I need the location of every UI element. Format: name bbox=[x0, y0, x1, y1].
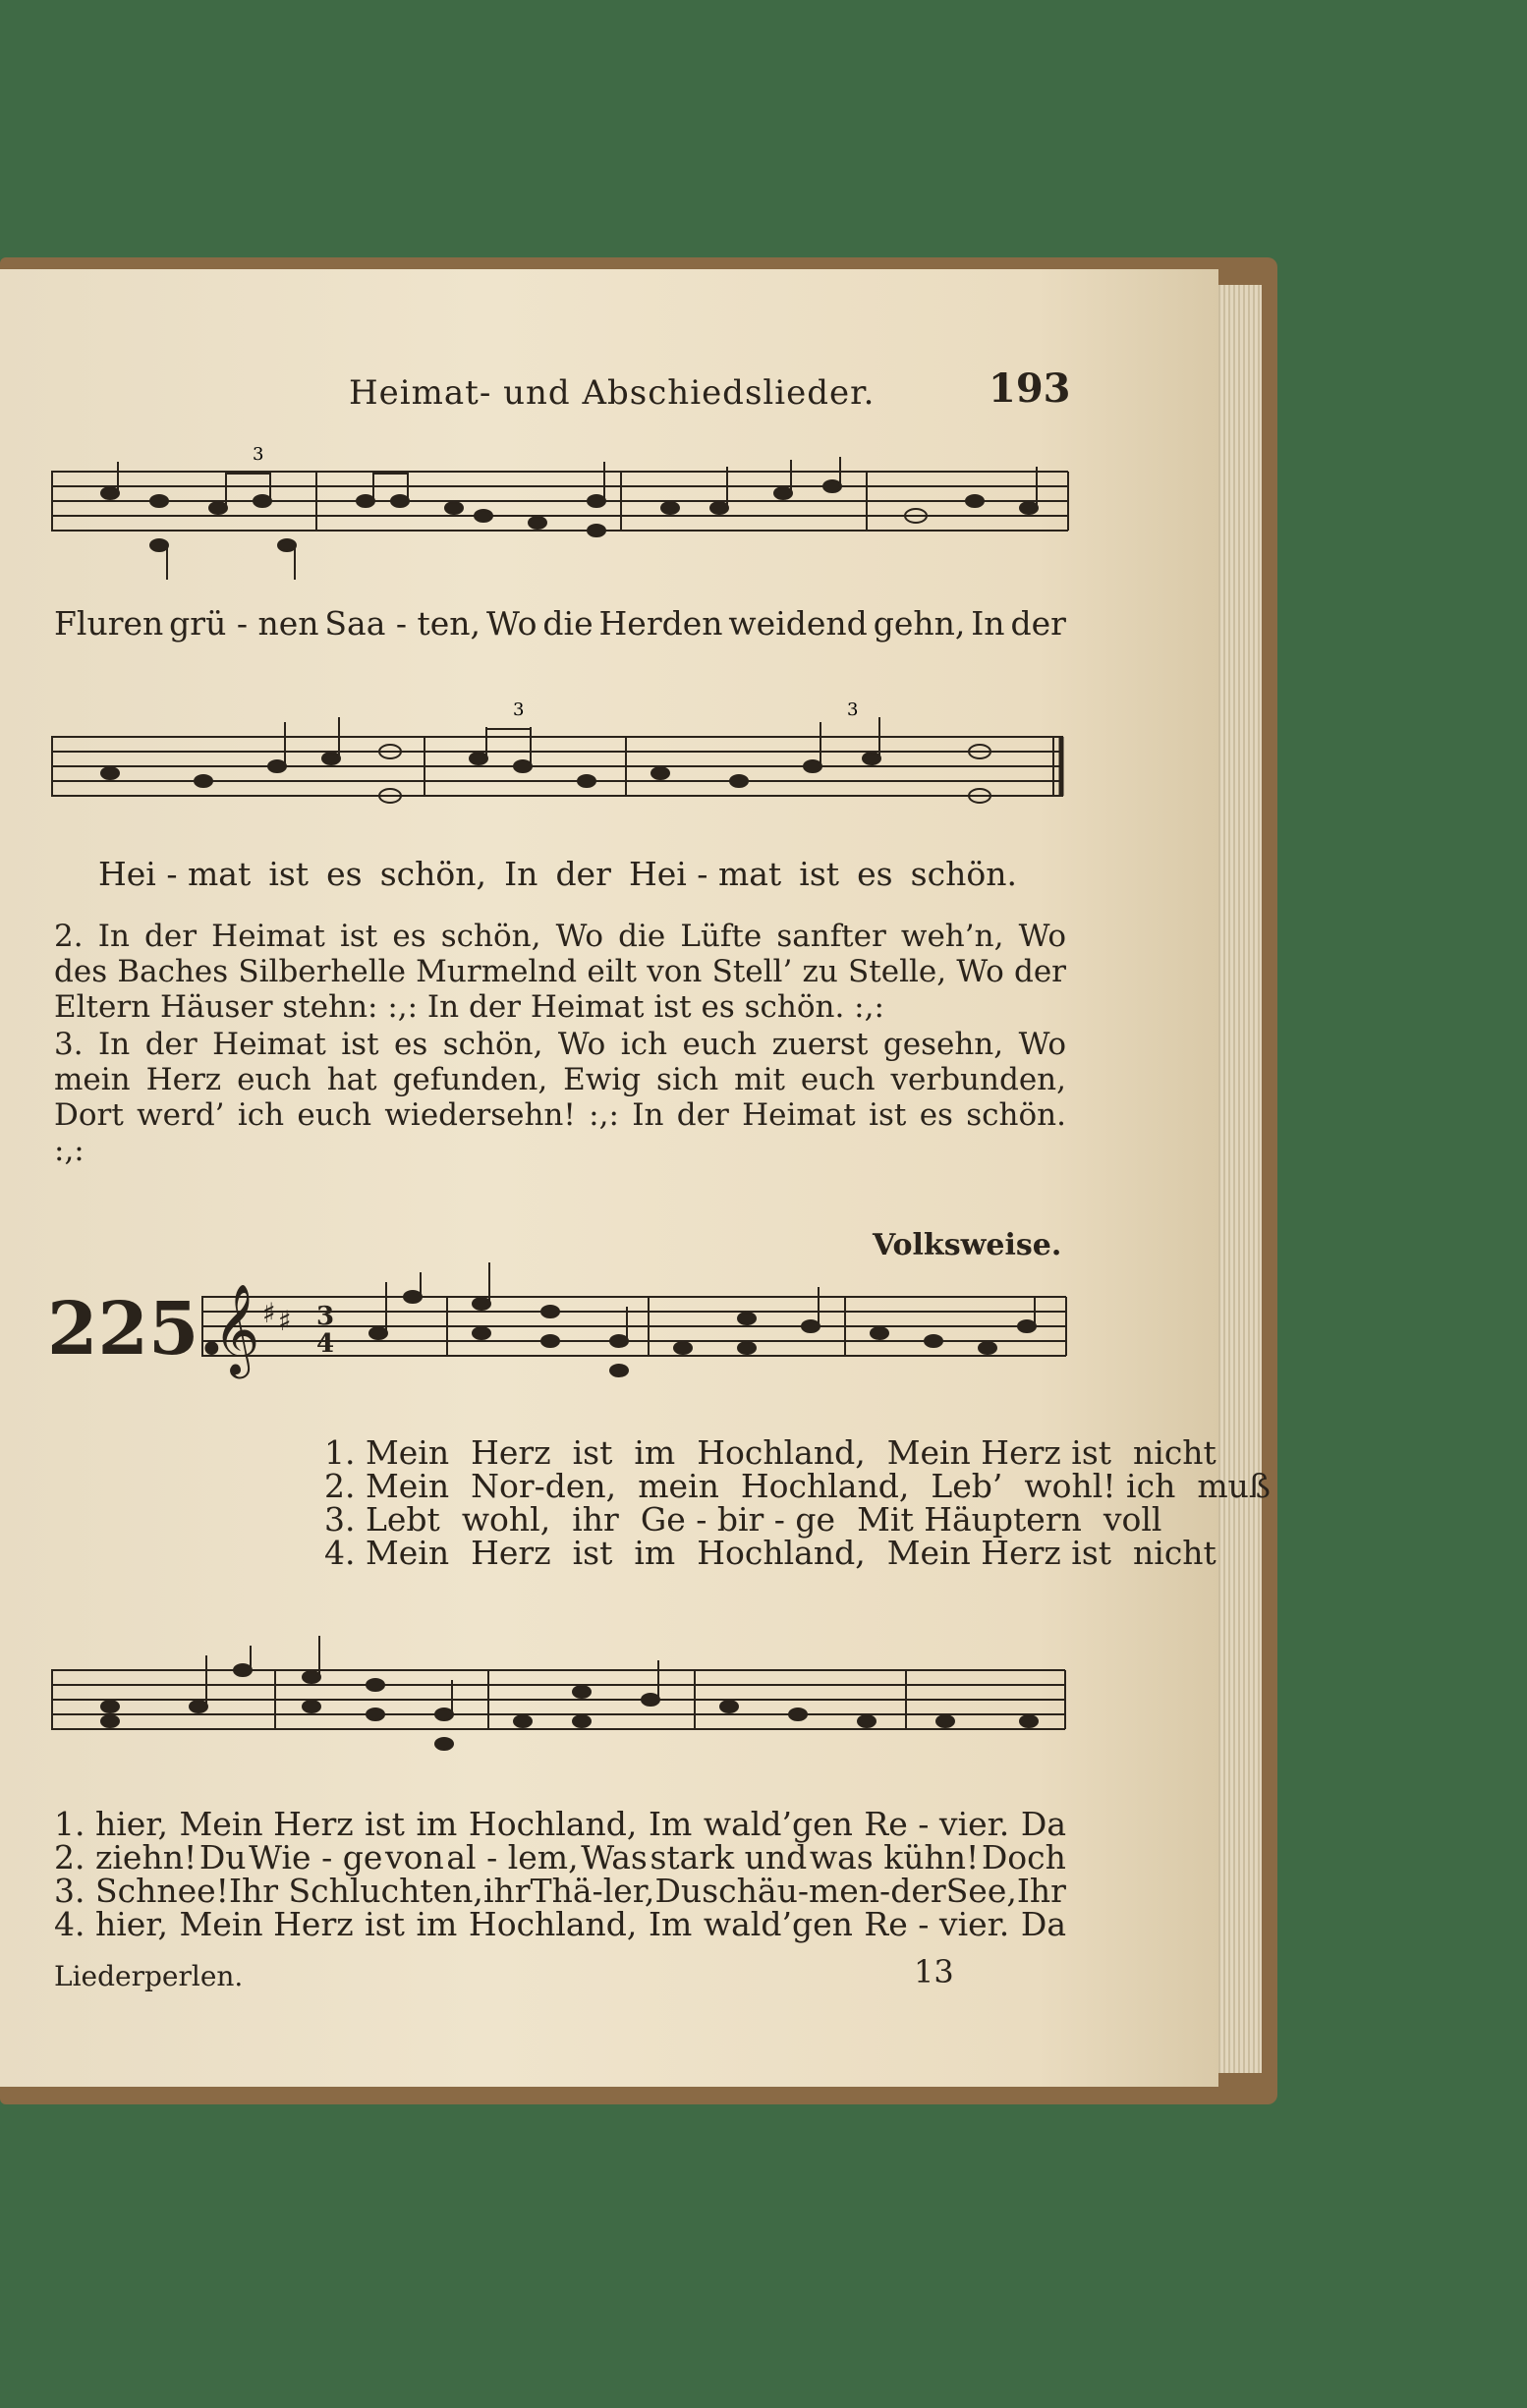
triplet-mark: 3 bbox=[253, 444, 264, 465]
verse-3: 3. In der Heimat ist es schön, Wo ich euch zuerst gesehn, Wo mein Herz euch hat gefunden, Ewig sich mit euch verbunden, Dort werd’ ich euch wiedersehn! :,: In der Heimat ist es schön. :,: bbox=[54, 1027, 1066, 1168]
lyric: Im bbox=[648, 1905, 693, 1943]
staff-224-system-1 bbox=[51, 444, 1073, 589]
lyric: es bbox=[326, 855, 363, 893]
lyric: Da bbox=[1020, 1805, 1066, 1843]
time-signature-bottom: 4 bbox=[316, 1329, 335, 1359]
lyric: Re - vier. bbox=[864, 1905, 1010, 1943]
staff-224-system-2 bbox=[51, 698, 1073, 855]
lyric: mein bbox=[638, 1467, 719, 1505]
lyric: Hochland, bbox=[740, 1467, 910, 1505]
lyric: es bbox=[857, 855, 893, 893]
lyric: ist bbox=[572, 1433, 613, 1472]
footer-book-title: Liederperlen. bbox=[54, 1960, 244, 1992]
lyric-line-4 bbox=[54, 1905, 1066, 1943]
staff-225-system-1 bbox=[201, 1258, 1076, 1425]
lyric: Mein Herz ist bbox=[886, 1433, 1112, 1472]
page-number: 193 bbox=[989, 365, 1071, 412]
lyric-line-4 bbox=[324, 1534, 1271, 1572]
lyric: Hei - mat bbox=[98, 855, 252, 893]
lyrics-225-system-1 bbox=[324, 1433, 1271, 1572]
lyric: von bbox=[384, 1838, 444, 1876]
lyric: Hochland, bbox=[697, 1534, 866, 1572]
lyric: Mein Herz ist bbox=[886, 1534, 1112, 1572]
lyric: was kühn! bbox=[809, 1838, 980, 1876]
lyric: al - lem, bbox=[446, 1838, 579, 1876]
lyric: ihr bbox=[572, 1500, 619, 1539]
lyric: im bbox=[416, 1905, 458, 1943]
lyric: Leb’ bbox=[931, 1467, 1003, 1505]
lyric: grü - nen bbox=[169, 604, 319, 643]
lyric: nicht bbox=[1133, 1534, 1216, 1572]
tune-attribution: Volksweise. bbox=[873, 1228, 1062, 1262]
lyric-line-3 bbox=[54, 1872, 1066, 1910]
lyric: wald’gen bbox=[703, 1905, 853, 1943]
lyric: ist bbox=[365, 1905, 405, 1943]
lyric: Du bbox=[198, 1838, 247, 1876]
lyric: Hochland, bbox=[697, 1433, 866, 1472]
lyric: der bbox=[1010, 604, 1066, 643]
lyric: schön. bbox=[910, 855, 1017, 893]
lyric: Du bbox=[654, 1872, 703, 1910]
lyric: voll bbox=[1103, 1500, 1162, 1539]
lyric: wald’gen bbox=[703, 1805, 853, 1843]
lyric: Da bbox=[1020, 1905, 1066, 1943]
lyric: Ihr bbox=[1016, 1872, 1066, 1910]
lyric: ist bbox=[572, 1534, 613, 1572]
lyric: Fluren bbox=[54, 604, 164, 643]
running-title: Heimat- und Abschiedslieder. bbox=[349, 373, 876, 413]
time-signature-top: 3 bbox=[316, 1302, 335, 1331]
lyrics-224-system-1 bbox=[54, 604, 1066, 643]
lyrics-224-system-2 bbox=[98, 855, 1017, 893]
treble-clef-icon: 𝄞 bbox=[213, 1283, 260, 1374]
lyric: Mein Herz bbox=[179, 1805, 354, 1843]
lyric: 4. Mein bbox=[324, 1534, 450, 1572]
signature-mark: 13 bbox=[914, 1953, 954, 1990]
lyric: Wo bbox=[485, 604, 537, 643]
lyric: im bbox=[416, 1805, 458, 1843]
lyric: Mit Häuptern bbox=[857, 1500, 1082, 1539]
lyric: ist bbox=[799, 855, 840, 893]
lyric: 3. Schnee! bbox=[54, 1872, 229, 1910]
verse-2: 2. In der Heimat ist es schön, Wo die Lüfte sanfter weh’n, Wo des Baches Silberhelle Murmelnd eilt von Stell’ zu Stelle, Wo der Eltern Häuser stehn: :,: In der Heimat ist es schön. :,: bbox=[54, 919, 1066, 1025]
hymn-number: 225. bbox=[47, 1287, 225, 1372]
lyric: See, bbox=[945, 1872, 1017, 1910]
lyric: Herz bbox=[471, 1534, 551, 1572]
lyric: 3. Lebt bbox=[324, 1500, 440, 1539]
lyric-line-2 bbox=[324, 1467, 1271, 1505]
lyric: Thä-ler, bbox=[530, 1872, 655, 1910]
lyric: Ge - bir - ge bbox=[640, 1500, 836, 1539]
triplet-mark: 3 bbox=[513, 700, 525, 720]
lyric: Doch bbox=[981, 1838, 1066, 1876]
sharp-icon: ♯ bbox=[278, 1305, 292, 1337]
lyric: ist bbox=[268, 855, 310, 893]
sharp-icon: ♯ bbox=[262, 1297, 276, 1329]
lyric: 4. hier, bbox=[54, 1905, 168, 1943]
lyric: ist bbox=[365, 1805, 405, 1843]
lyric: gehn, bbox=[873, 604, 966, 643]
lyric: Saa - ten, bbox=[324, 604, 481, 643]
lyric: ihr bbox=[482, 1872, 531, 1910]
lyric: die bbox=[542, 604, 594, 643]
lyric: wohl! ich bbox=[1024, 1467, 1176, 1505]
lyric: Im bbox=[648, 1805, 693, 1843]
lyric-line-1 bbox=[324, 1433, 1271, 1472]
lyric: Herden bbox=[598, 604, 723, 643]
lyric: nicht bbox=[1133, 1433, 1216, 1472]
lyric: wohl, bbox=[461, 1500, 551, 1539]
lyric: In bbox=[504, 855, 538, 893]
lyric: Ihr Schluchten, bbox=[228, 1872, 483, 1910]
lyric-line-2 bbox=[54, 1838, 1066, 1876]
lyric-line-3 bbox=[324, 1500, 1271, 1539]
lyric: 1. Mein bbox=[324, 1433, 450, 1472]
lyric: der bbox=[555, 855, 611, 893]
staff-225-system-2 bbox=[51, 1631, 1073, 1798]
lyric: Hei - mat bbox=[628, 855, 782, 893]
lyric: Hochland, bbox=[468, 1905, 638, 1943]
lyric: im bbox=[634, 1534, 676, 1572]
lyric: 2. ziehn! bbox=[54, 1838, 198, 1876]
lyric: Hochland, bbox=[468, 1805, 638, 1843]
lyric: stark und bbox=[650, 1838, 808, 1876]
triplet-mark: 3 bbox=[847, 700, 859, 720]
lyric: Wie - ge bbox=[249, 1838, 383, 1876]
lyric: im bbox=[634, 1433, 676, 1472]
lyric: schäu-men-der bbox=[702, 1872, 946, 1910]
lyrics-225-system-2 bbox=[54, 1805, 1066, 1943]
lyric: weidend bbox=[728, 604, 868, 643]
lyric: 2. Mein bbox=[324, 1467, 450, 1505]
lyric: 1. hier, bbox=[54, 1805, 168, 1843]
lyric: Mein Herz bbox=[179, 1905, 354, 1943]
lyric: muß bbox=[1197, 1467, 1271, 1505]
lyric-line-1 bbox=[54, 1805, 1066, 1843]
lyric: Nor-den, bbox=[471, 1467, 617, 1505]
lyric: Was bbox=[581, 1838, 648, 1876]
lyric: In bbox=[971, 604, 1005, 643]
lyric: Re - vier. bbox=[864, 1805, 1010, 1843]
lyric: schön, bbox=[379, 855, 486, 893]
lyric: Herz bbox=[471, 1433, 551, 1472]
